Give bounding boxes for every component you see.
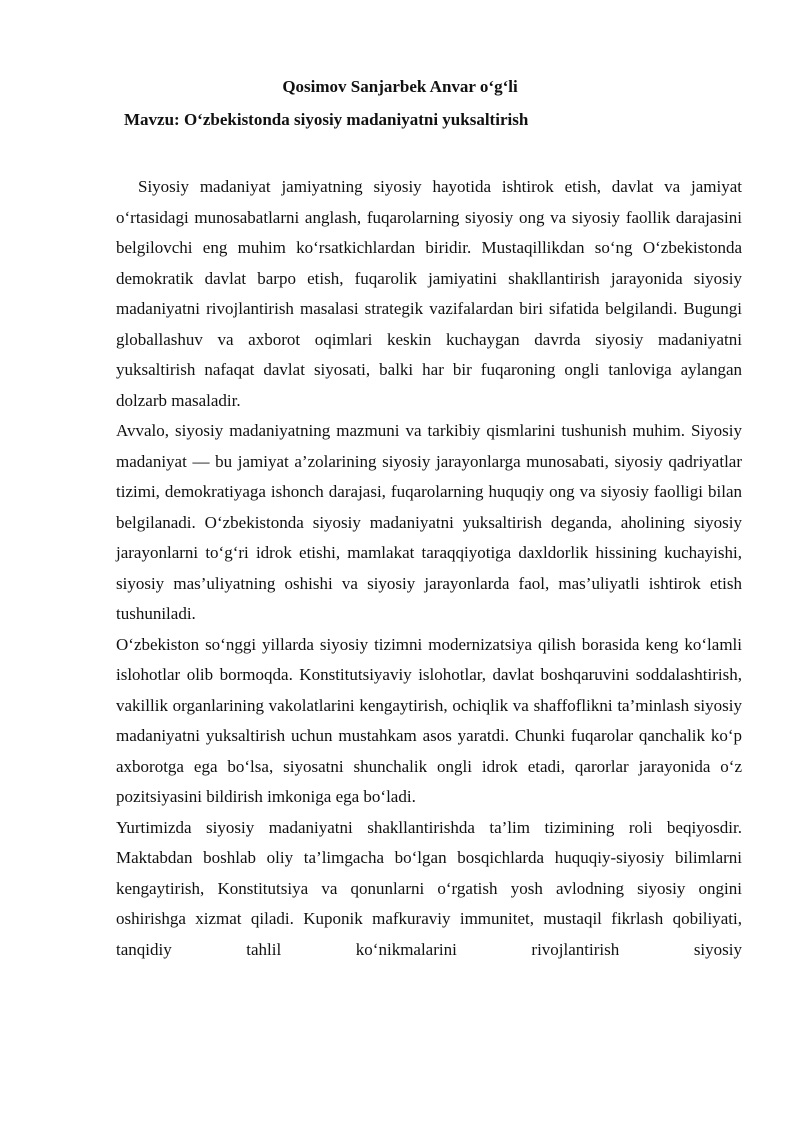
paragraph-2: Avvalo, siyosiy madaniyatning mazmuni va tarkibiy qismlarini tushunish muhim. Siyosiy madaniyat — bu jamiyat a’zolarining siyosiy jarayonlarga munosabati, siyosiy qadriyatlar tizimi, demokratiyaga ishonch darajasi, fuqarolarning huquqiy ong va siyosiy faolligi bilan belgilanadi. O‘zbekistonda siyosiy madaniyatni yuksaltirish deganda, aholining siyosiy jarayonlarni to‘g‘ri idrok etishi, mamlakat taraqqiyotiga daxldorlik hissining kuchayishi, siyosiy mas’uliyatning oshishi va siyosiy jarayonlarda faol, mas’uliyatli ishtirok etish tushuniladi. (116, 421, 742, 623)
paragraph-4: Yurtimizda siyosiy madaniyatni shakllantirishda ta’lim tizimining roli beqiyosdir. Maktabdan boshlab oliy ta’limgacha bo‘lgan bosqichlarda huquqiy-siyosiy bilimlarni kengaytirish, Konstitutsiya va qonunlarni o‘rgatish yosh avlodning siyosiy ongini oshirishga xizmat qiladi. Kuponik mafkuraviy immunitet, mustaqil fikrlash qobiliyati, tanqidiy tahlil ko‘nikmalarini rivojlantirish siyosiy (116, 817, 742, 959)
paragraph-1: Siyosiy madaniyat jamiyatning siyosiy hayotida ishtirok etish, davlat va jamiyat o‘rtasidagi munosabatlarni anglash, fuqarolarning siyosiy ong va siyosiy faollik darajasini belgilovchi eng muhim ko‘rsatkichlardan biridir. Mustaqillikdan so‘ng O‘zbekistonda demokratik davlat barpo etish, fuqarolik jamiyatini shakllantirish jarayonida siyosiy madaniyatni rivojlantirish masalasi strategik vazifalardan biri sifatida belgilandi. Bugungi globallashuv va axborot oqimlari keskin kuchaygan davrda siyosiy madaniyatni yuksaltirish nafaqat davlat siyosati, balki har bir fuqaroning ongli tanloviga aylangan dolzarb masaladir. (116, 177, 742, 410)
paragraph-3: O‘zbekiston so‘nggi yillarda siyosiy tizimni modernizatsiya qilish borasida keng ko‘lamli islohotlar olib bormoqda. Konstitutsiyaviy islohotlar, davlat boshqaruvini soddalashtirish, vakillik organlarining vakolatlarini kengaytirish, ochiqlik va shaffoflikni ta’minlash siyosiy madaniyatni yuksaltirish uchun mustahkam asos yaratdi. Chunki fuqarolar qanchalik ko‘p axborotga ega bo‘lsa, siyosatni shunchalik ongli idrok etadi, qarorlar jarayonida o‘z pozitsiyasini bildirish imkoniga ega bo‘ladi. (116, 634, 742, 806)
document-topic: Mavzu: O‘zbekistonda siyosiy madaniyatni yuksaltirish (124, 110, 529, 129)
author-name: Qosimov Sanjarbek Anvar o‘g‘li (282, 77, 518, 96)
document-body (116, 172, 742, 965)
